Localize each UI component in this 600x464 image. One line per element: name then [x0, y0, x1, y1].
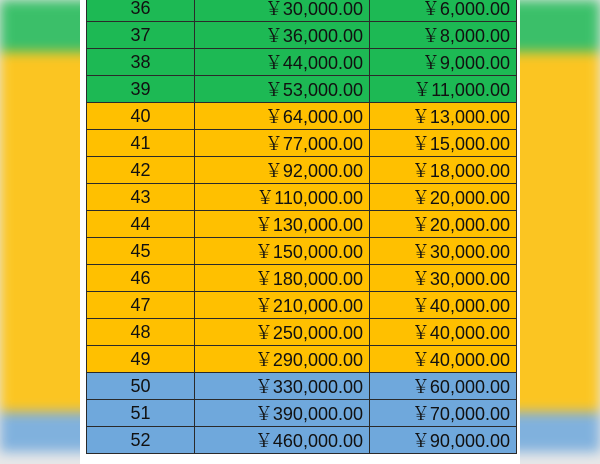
table-row[interactable] — [87, 373, 517, 400]
amount-cell[interactable]: ￥64,000.00 — [195, 103, 370, 130]
bonus-cell[interactable]: ￥40,000.00 — [370, 346, 517, 373]
table-row[interactable] — [87, 103, 517, 130]
amount-cell[interactable]: ￥77,000.00 — [195, 130, 370, 157]
bonus-cell[interactable]: ￥40,000.00 — [370, 292, 517, 319]
level-cell[interactable]: 51 — [87, 400, 195, 427]
level-cell[interactable]: 47 — [87, 292, 195, 319]
amount-cell[interactable]: ￥44,000.00 — [195, 49, 370, 76]
table-row[interactable] — [87, 22, 517, 49]
level-cell[interactable]: 48 — [87, 319, 195, 346]
level-cell[interactable]: 42 — [87, 157, 195, 184]
bonus-cell[interactable]: ￥90,000.00 — [370, 427, 517, 454]
amount-cell[interactable]: ￥36,000.00 — [195, 22, 370, 49]
amount-cell[interactable]: ￥30,000.00 — [195, 0, 370, 22]
table-row[interactable] — [87, 400, 517, 427]
level-cell[interactable]: 36 — [87, 0, 195, 22]
bonus-cell[interactable]: ￥18,000.00 — [370, 157, 517, 184]
level-cell[interactable]: 37 — [87, 22, 195, 49]
level-cell[interactable]: 40 — [87, 103, 195, 130]
amount-cell[interactable]: ￥92,000.00 — [195, 157, 370, 184]
table-row[interactable] — [87, 184, 517, 211]
table-row[interactable] — [87, 76, 517, 103]
bonus-cell[interactable]: ￥11,000.00 — [370, 76, 517, 103]
level-cell[interactable]: 38 — [87, 49, 195, 76]
table-row[interactable] — [87, 49, 517, 76]
amount-cell[interactable]: ￥250,000.00 — [195, 319, 370, 346]
table-row[interactable] — [87, 427, 517, 454]
amount-cell[interactable]: ￥330,000.00 — [195, 373, 370, 400]
bonus-cell[interactable]: ￥9,000.00 — [370, 49, 517, 76]
amount-cell[interactable]: ￥460,000.00 — [195, 427, 370, 454]
spreadsheet-table — [86, 0, 517, 454]
level-cell[interactable]: 44 — [87, 211, 195, 238]
amount-cell[interactable]: ￥150,000.00 — [195, 238, 370, 265]
amount-cell[interactable]: ￥180,000.00 — [195, 265, 370, 292]
bonus-cell[interactable]: ￥15,000.00 — [370, 130, 517, 157]
amount-cell[interactable]: ￥110,000.00 — [195, 184, 370, 211]
table-row[interactable] — [87, 346, 517, 373]
amount-cell[interactable]: ￥130,000.00 — [195, 211, 370, 238]
level-cell[interactable]: 45 — [87, 238, 195, 265]
table-row[interactable] — [87, 157, 517, 184]
bonus-cell[interactable]: ￥6,000.00 — [370, 0, 517, 22]
table-row[interactable] — [87, 292, 517, 319]
bonus-cell[interactable]: ￥30,000.00 — [370, 265, 517, 292]
level-cell[interactable]: 49 — [87, 346, 195, 373]
bonus-cell[interactable]: ￥60,000.00 — [370, 373, 517, 400]
level-cell[interactable]: 41 — [87, 130, 195, 157]
bonus-cell[interactable]: ￥8,000.00 — [370, 22, 517, 49]
table-row[interactable] — [87, 211, 517, 238]
level-cell[interactable]: 52 — [87, 427, 195, 454]
amount-cell[interactable]: ￥53,000.00 — [195, 76, 370, 103]
table-row[interactable] — [87, 130, 517, 157]
level-cell[interactable]: 43 — [87, 184, 195, 211]
bonus-cell[interactable]: ￥20,000.00 — [370, 184, 517, 211]
amount-cell[interactable]: ￥390,000.00 — [195, 400, 370, 427]
bonus-cell[interactable]: ￥70,000.00 — [370, 400, 517, 427]
level-cell[interactable]: 50 — [87, 373, 195, 400]
amount-cell[interactable]: ￥290,000.00 — [195, 346, 370, 373]
bonus-cell[interactable]: ￥20,000.00 — [370, 211, 517, 238]
level-cell[interactable]: 39 — [87, 76, 195, 103]
bonus-cell[interactable]: ￥30,000.00 — [370, 238, 517, 265]
bonus-cell[interactable]: ￥40,000.00 — [370, 319, 517, 346]
level-cell[interactable]: 46 — [87, 265, 195, 292]
table-row[interactable] — [87, 319, 517, 346]
table-row[interactable] — [87, 265, 517, 292]
bonus-cell[interactable]: ￥13,000.00 — [370, 103, 517, 130]
amount-cell[interactable]: ￥210,000.00 — [195, 292, 370, 319]
table-row[interactable] — [87, 238, 517, 265]
spreadsheet-body — [87, 0, 517, 454]
table-row[interactable] — [87, 0, 517, 22]
